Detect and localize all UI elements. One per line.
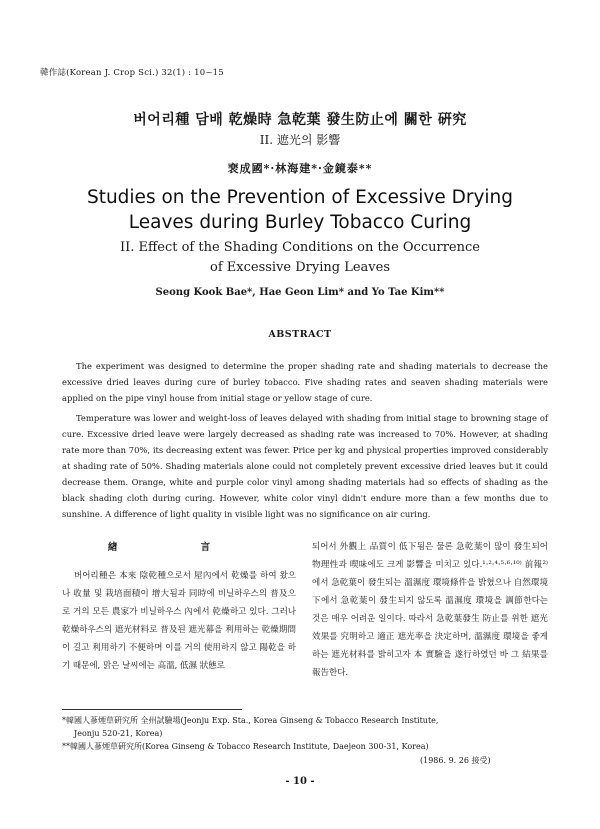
english-subtitle-line2: of Excessive Drying Leaves: [210, 260, 390, 275]
abstract-body: [62, 358, 548, 526]
english-title-line1: Studies on the Prevention of Excessive Drying: [86, 187, 514, 208]
english-title-line2: Leaves during Burley Tobacco Curing: [128, 212, 472, 233]
korean-authors: 裵成國*·林海建*·金鏡泰**: [227, 162, 373, 175]
footnote-2: **韓國人蔘煙草硏究所(Korea Ginseng & Tobacco Research Institute, Daejeon 300-31, Korea): [62, 742, 429, 751]
korean-subtitle: II. 遮光의 影響: [259, 133, 341, 147]
received-date: (1986. 9. 26 接受): [420, 756, 491, 765]
english-subtitle-line1: II. Effect of the Shading Conditions on the Occurrence: [120, 240, 480, 255]
english-authors: Seong Kook Bae*, Hae Geon Lim* and Yo Tae Kim**: [155, 287, 445, 298]
section-heading-introduction: 緖 言: [107, 542, 251, 553]
footnote-1-line2: Jeonju 520-21, Korea): [74, 729, 163, 738]
abstract-paragraph-2: Temperature was lower and weight-loss of leaves delayed with shading from initial stage to browning stage of cure. Excessive dried leave were largely decreased as shading rate was increased to 70%. However, at shading rate more than 70%, its decreasing extent was fewer. Price per kg and physical properties improved considerably at shading rate of 50%. Shading materials alone could not completely prevent excessive dried leaves but it could decrease them. Orange, white and purple color vinyl among shading materials had so effects of shading as the black shading cloth during curing. However, white color vinyl didn't endure more than a few months due to sunshine. A difference of light quality in visible light was no significance on air curing.: [62, 413, 548, 519]
english-title: [0, 185, 600, 235]
page-number: - 10 -: [285, 776, 315, 787]
introduction-text-right: 되어서 外觀上 品質이 低下됨은 물론 急乾葉이 많이 發生되어 物理性과 喫味에도 크게 影響을 미치고 있다.¹·²·⁴·⁵·⁶·¹⁰⁾ 前報²⁾에서 急乾葉이 發生되는 溫濕度 環境條件을 밝혔으나 自然環境 下에서 急乾葉이 發生되지 않도록 溫濕度 環境을 調節한다는 것은 매우 어려운 일이다. 따라서 急乾葉發生 防止를 위한 遮光效果를 究明하고 適正 遮光率을 決定하며, 溫濕度 環境을 좋게 하는 遮光材料를 밝히고자 本 實驗을 遂行하였던 바 그 結果를 報告한다.: [312, 542, 548, 678]
abstract-paragraph-1: The experiment was designed to determine the proper shading rate and shading materials to decrease the excessive dried leaves during cure of burley tobacco. Five shading rates and seaven shading materials were applied on the pipe vinyl house from initial stage or yellow stage of cure.: [62, 361, 548, 403]
body-right-column: [312, 538, 548, 682]
footnote-1-line1: *韓國人蔘煙草硏究所 全州試驗場(Jeonju Exp. Sta., Korea Ginseng & Tobacco Research Institute,: [62, 716, 439, 725]
abstract-heading: ABSTRACT: [268, 329, 332, 340]
footnote-divider: [62, 709, 242, 710]
english-subtitle: [0, 238, 600, 278]
introduction-text-left: 버어리種은 本來 陰乾種으로서 屋內에서 乾燥를 하여 왔으나 收量 및 栽培面積이 增大됨과 同時에 비닐하우스의 普及으로 거의 모든 農家가 비닐하우스 內에서 乾燥하고 있다. 그러나 乾燥하우스의 遮光材料로 普及된 遮光幕을 利用하는 乾燥期間이 길고 利用하기 不便하며 이를 거의 使用하지 않고 陽乾을 하기 때문에, 맑은 날씨에는 高溫, 低濕 狀態로: [62, 571, 296, 671]
footnote-1: [62, 714, 550, 740]
korean-title: 버어리種 담배 乾燥時 急乾葉 發生防止에 關한 硏究: [133, 112, 467, 128]
journal-citation: 韓作誌(Korean J. Crop Sci.) 32(1) : 10~15: [40, 68, 224, 78]
body-left-column: [62, 539, 296, 675]
